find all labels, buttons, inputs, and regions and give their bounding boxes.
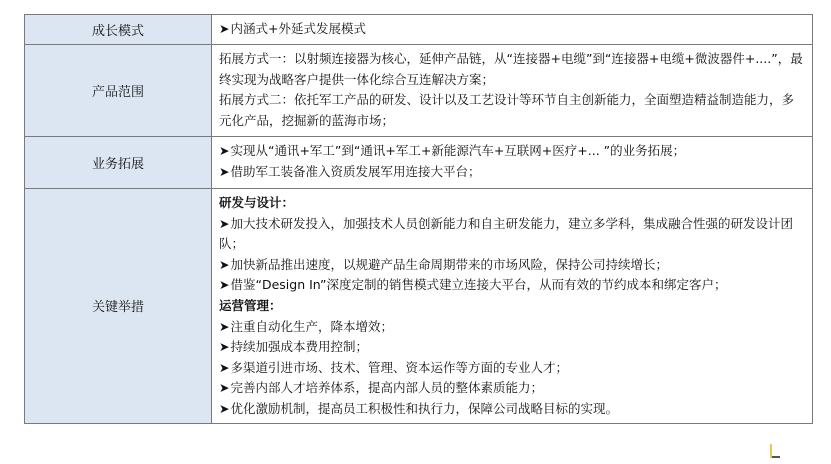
- content-product-scope: [212, 45, 813, 137]
- label-product-scope: 产品范围: [25, 45, 212, 137]
- bullet-icon: ➤: [219, 277, 230, 293]
- list-item: ➤优化激励机制，提高员工积极性和执行力，保障公司战略目标的实现。: [219, 400, 618, 416]
- bullet-icon: ➤: [219, 215, 230, 231]
- bullet-icon: ➤: [219, 400, 230, 416]
- text-cursor-base: [772, 456, 780, 458]
- bullet-icon: ➤: [219, 163, 230, 179]
- bullet-icon: ➤: [219, 143, 230, 158]
- label-business-expansion: 业务拓展: [25, 137, 212, 189]
- ops-heading: 运营管理：: [219, 297, 282, 313]
- list-item: ➤完善内部人才培养体系，提高内部人员的整体素质能力；: [219, 380, 543, 396]
- list-item: ➤借助军工装备准入资质发展军用连接大平台；: [219, 163, 481, 179]
- bullet-icon: ➤: [219, 339, 230, 355]
- list-item: ➤多渠道引进市场、技术、管理、资本运作等方面的专业人才；: [219, 359, 568, 375]
- content-business-expansion: [212, 137, 813, 189]
- list-item: ➤注重自动化生产，降本增效；: [219, 318, 393, 334]
- list-item: ➤内涵式+外延式发展模式: [219, 21, 366, 36]
- list-item: ➤借鉴“Design In”深度定制的销售模式建立连接大平台，从而有效的节约成本和绑定客户；: [219, 277, 727, 293]
- list-item: ➤持续加强成本费用控制；: [219, 339, 368, 355]
- strategy-table: [24, 14, 813, 424]
- rd-heading: 研发与设计：: [219, 195, 295, 210]
- product-para-2: 拓展方式二：依托军工产品的研发、设计以及工艺设计等环节自主创新能力，全面塑造精益制造能力，多元化产品，挖掘新的蓝海市场；: [219, 92, 795, 128]
- list-item: ➤加大技术研发投入，加强技术人员创新能力和自主研发能力，建立多学科，集成融合性强的研发设计团队；: [219, 215, 793, 252]
- bullet-icon: ➤: [219, 380, 230, 396]
- product-para-1: 拓展方式一：以射频连接器为核心，延伸产品链，从“连接器+电缆”到“连接器+电缆+微波器件+....”，最终实现为战略客户提供一体化综合互连解决方案；: [219, 51, 803, 87]
- label-key-measures: 关键举措: [25, 189, 212, 424]
- row-product-scope: [25, 45, 813, 137]
- bullet-icon: ➤: [219, 318, 230, 334]
- bullet-icon: ➤: [219, 359, 230, 375]
- bullet-icon: ➤: [219, 256, 230, 272]
- row-growth-mode: [25, 15, 813, 45]
- list-item: ➤加快新品推出速度，以规避产品生命周期带来的市场风险，保持公司持续增长；: [219, 256, 668, 272]
- label-growth-mode: 成长模式: [25, 15, 212, 45]
- row-key-measures: [25, 189, 813, 424]
- bullet-icon: ➤: [219, 21, 230, 36]
- content-growth-mode: [212, 15, 813, 45]
- content-key-measures: [212, 189, 813, 424]
- row-business-expansion: [25, 137, 813, 189]
- list-item: ➤实现从“通讯+军工”到“通讯+军工+新能源汽车+互联网+医疗+... ”的业务拓展；: [219, 143, 686, 158]
